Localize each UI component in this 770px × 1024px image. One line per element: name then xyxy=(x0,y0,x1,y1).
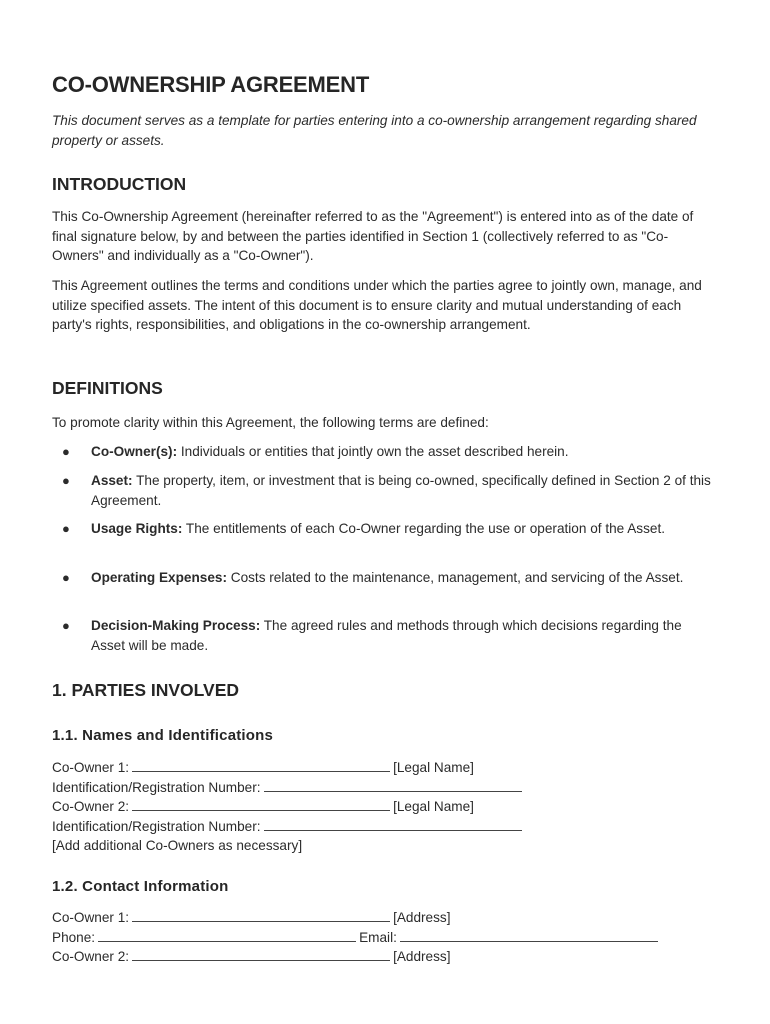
bullet-icon: ● xyxy=(62,521,70,536)
phone-email-line xyxy=(52,928,712,948)
introduction-paragraph: This Co-Ownership Agreement (hereinafter referred to as the "Agreement") is entered into as of the date of final signature below, by and between the parties identified in Section 1 (collectively referred to as "Co-Owners" and individually as a "Co-Owner"). xyxy=(52,209,694,264)
bullet-icon: ● xyxy=(62,570,70,585)
label: Co-Owner 2: xyxy=(52,799,130,815)
id-1-line xyxy=(52,778,712,798)
parties-heading: 1. PARTIES INVOLVED xyxy=(52,680,240,700)
definition-item xyxy=(52,568,712,588)
introduction-paragraph: This Agreement outlines the terms and conditions under which the parties agree to jointly own, manage, and utilize specified assets. The intent of this document is to ensure clarity and mutual understanding of each party's rights, responsibilities, and obligations in the co-ownership arrangement. xyxy=(52,278,702,333)
label: Co-Owner 2: xyxy=(52,949,130,965)
contact-heading: 1.2. Contact Information xyxy=(52,878,229,895)
document-title: CO-OWNERSHIP AGREEMENT xyxy=(52,72,370,97)
id-2-line xyxy=(52,817,712,837)
placeholder: [Address] xyxy=(393,910,451,925)
definition-text: Costs related to the maintenance, management, and servicing of the Asset. xyxy=(226,570,684,585)
definition-item xyxy=(52,616,712,655)
placeholder: [Legal Name] xyxy=(393,760,474,775)
definition-text: The property, item, or investment that is being co-owned, specifically defined in Section 2 of this Agreement. xyxy=(91,473,711,508)
bullet-icon: ● xyxy=(62,618,70,633)
blank-line xyxy=(400,928,658,942)
bullet-icon: ● xyxy=(62,473,70,488)
blank-line xyxy=(132,758,390,772)
definition-text: The agreed rules and methods through which decisions regarding the Asset will be made. xyxy=(91,618,682,653)
introduction-heading: INTRODUCTION xyxy=(52,174,187,194)
label: Co-Owner 1: xyxy=(52,760,130,775)
label: Phone: xyxy=(52,929,96,945)
placeholder: [Address] xyxy=(393,949,451,965)
document-subtitle: This document serves as a template for parties entering into a co-ownership arrangement regarding shared property or assets. xyxy=(52,113,697,148)
label: Email: xyxy=(359,929,397,945)
definition-item xyxy=(52,442,712,462)
names-heading: 1.1. Names and Identifications xyxy=(52,727,274,744)
label: Identification/Registration Number: xyxy=(52,779,261,795)
definition-term: Decision-Making Process: xyxy=(91,618,261,633)
blank-line xyxy=(132,797,390,811)
co-owner-1-address-line xyxy=(52,908,712,928)
add-note: [Add additional Co-Owners as necessary] xyxy=(52,838,303,854)
names-fields xyxy=(52,758,712,856)
definition-term: Operating Expenses: xyxy=(91,570,227,585)
co-owner-2-address-line xyxy=(52,947,712,967)
definition-item xyxy=(52,519,712,539)
definitions-heading: DEFINITIONS xyxy=(52,378,163,398)
blank-line xyxy=(98,928,356,942)
definitions-intro: To promote clarity within this Agreement, the following terms are defined: xyxy=(52,415,489,430)
co-owner-1-line xyxy=(52,758,712,778)
contact-fields xyxy=(52,908,712,967)
co-owner-2-line xyxy=(52,797,712,817)
definition-text: The entitlements of each Co-Owner regarding the use or operation of the Asset. xyxy=(182,521,666,536)
label: Co-Owner 1: xyxy=(52,910,130,925)
blank-line xyxy=(264,778,522,792)
definition-term: Usage Rights: xyxy=(91,521,183,536)
bullet-icon: ● xyxy=(62,444,70,459)
blank-line xyxy=(264,817,522,831)
blank-line xyxy=(132,908,390,922)
definition-item xyxy=(52,471,712,510)
label: Identification/Registration Number: xyxy=(52,818,261,834)
blank-line xyxy=(132,947,390,961)
definition-term: Asset: xyxy=(91,473,133,488)
placeholder: [Legal Name] xyxy=(393,799,474,815)
definition-term: Co-Owner(s): xyxy=(91,444,178,459)
definition-text: Individuals or entities that jointly own the asset described herein. xyxy=(177,444,569,459)
